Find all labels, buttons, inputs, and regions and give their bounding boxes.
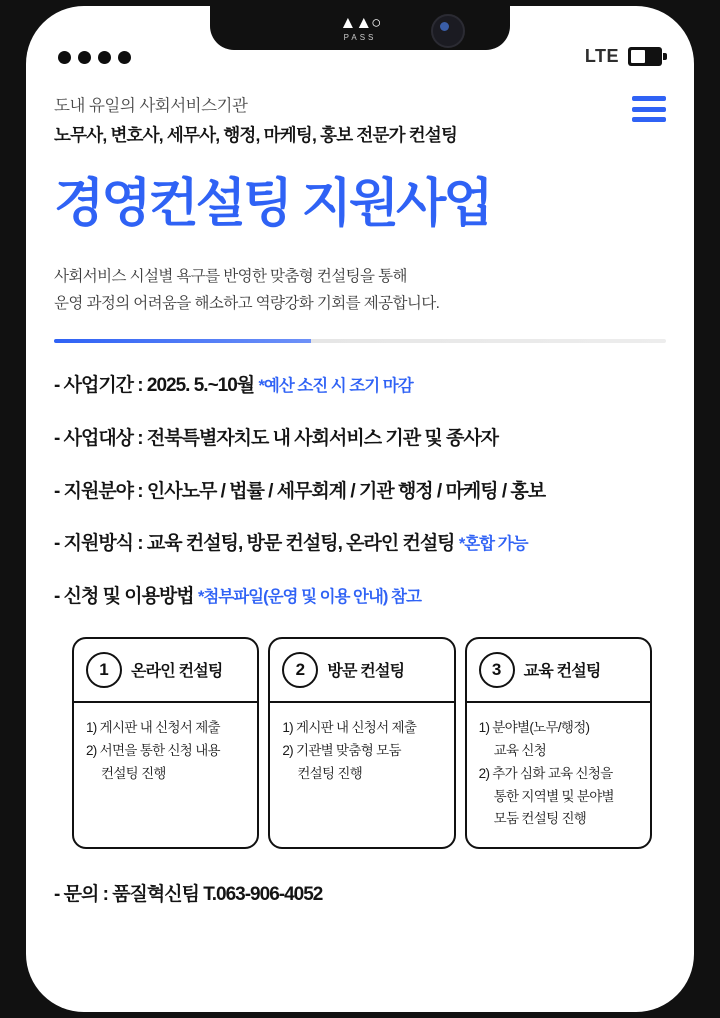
contact-text: - 문의 : 품질혁신팀 T.063-906-4052 bbox=[54, 884, 323, 906]
step-body bbox=[74, 703, 257, 848]
step-title: 방문 컨설팅 bbox=[327, 663, 405, 681]
pass-logo-icon: ▲▲○ bbox=[339, 13, 381, 32]
step-header bbox=[467, 639, 650, 703]
progress-divider bbox=[54, 339, 666, 343]
step-line: 2) 추가 심화 교육 신청을 bbox=[478, 765, 613, 781]
lead-line-2: 운영 과정의 어려움을 해소하고 역량강화 기회를 제공합니다. bbox=[54, 295, 440, 313]
hamburger-menu-icon[interactable] bbox=[632, 96, 666, 122]
poster-content bbox=[26, 92, 694, 906]
step-number: 1 bbox=[86, 652, 122, 688]
network-type-label: LTE bbox=[584, 46, 619, 66]
step-line: 컨설팅 진행 bbox=[101, 765, 166, 781]
header bbox=[54, 92, 666, 147]
step-title: 교육 컨설팅 bbox=[523, 663, 601, 681]
lead-line-1: 사회서비스 시설별 욕구를 반영한 맞춤형 컨설팅을 통해 bbox=[54, 268, 407, 286]
notch bbox=[210, 6, 510, 50]
page-title: 경영컨설팅 지원사업 bbox=[54, 175, 491, 233]
bullet-label: - 신청 및 이용방법 bbox=[54, 586, 194, 608]
step-number: 2 bbox=[282, 652, 318, 688]
battery-icon bbox=[628, 47, 662, 66]
bullet-item bbox=[54, 531, 666, 557]
step-body bbox=[270, 703, 453, 848]
step-card bbox=[268, 637, 455, 850]
step-card bbox=[465, 637, 652, 850]
step-header bbox=[74, 639, 257, 703]
bullet-note: *예산 소진 시 조기 마감 bbox=[258, 377, 413, 396]
subtitle-text: 노무사, 변호사, 세무사, 행정, 마케팅, 홍보 전문가 컨설팅 bbox=[54, 125, 458, 145]
lead-paragraph bbox=[54, 263, 666, 317]
step-line: 통한 지역별 및 분야별 bbox=[493, 788, 614, 804]
network-status bbox=[585, 46, 662, 67]
steps-container bbox=[54, 637, 666, 850]
header-text-block bbox=[54, 92, 457, 147]
pass-logo-label: PASS bbox=[343, 33, 377, 42]
step-title: 온라인 컨설팅 bbox=[131, 663, 223, 681]
step-line: 1) 게시판 내 신청서 제출 bbox=[282, 719, 417, 735]
step-line: 컨설팅 진행 bbox=[297, 765, 363, 781]
bullet-item bbox=[54, 373, 666, 399]
bullet-item bbox=[54, 584, 666, 610]
step-line: 교육 신청 bbox=[493, 742, 547, 758]
phone-frame bbox=[26, 6, 694, 1012]
status-bar bbox=[26, 6, 694, 92]
bullet-note: *혼합 가능 bbox=[458, 535, 528, 554]
bullet-label: - 사업기간 : 2025. 5.~10월 bbox=[54, 375, 255, 397]
front-camera-icon bbox=[431, 14, 465, 48]
bullet-note: *첨부파일(운영 및 이용 안내) 참고 bbox=[197, 588, 421, 607]
step-card bbox=[72, 637, 259, 850]
step-number: 3 bbox=[479, 652, 515, 688]
step-line: 모둠 컨설팅 진행 bbox=[493, 811, 587, 827]
step-line: 2) 기관별 맞춤형 모둠 bbox=[282, 742, 401, 758]
step-line: 1) 분야별(노무/행정) bbox=[478, 719, 590, 735]
step-line: 2) 서면을 통한 신청 내용 bbox=[86, 742, 220, 758]
bullet-list bbox=[54, 373, 666, 609]
signal-dots-icon bbox=[58, 51, 131, 64]
bullet-item bbox=[54, 426, 666, 452]
bullet-item bbox=[54, 479, 666, 505]
bullet-label: - 지원방식 : 교육 컨설팅, 방문 컨설팅, 온라인 컨설팅 bbox=[54, 533, 455, 555]
step-body bbox=[467, 703, 650, 848]
bullet-label: - 사업대상 : 전북특별자치도 내 사회서비스 기관 및 종사자 bbox=[54, 428, 499, 450]
kicker-text: 도내 유일의 사회서비스기관 bbox=[54, 97, 248, 115]
step-line: 1) 게시판 내 신청서 제출 bbox=[86, 719, 220, 735]
bullet-label: - 지원분야 : 인사노무 / 법률 / 세무회계 / 기관 행정 / 마케팅 / 홍보 bbox=[54, 480, 546, 502]
step-header bbox=[270, 639, 453, 703]
